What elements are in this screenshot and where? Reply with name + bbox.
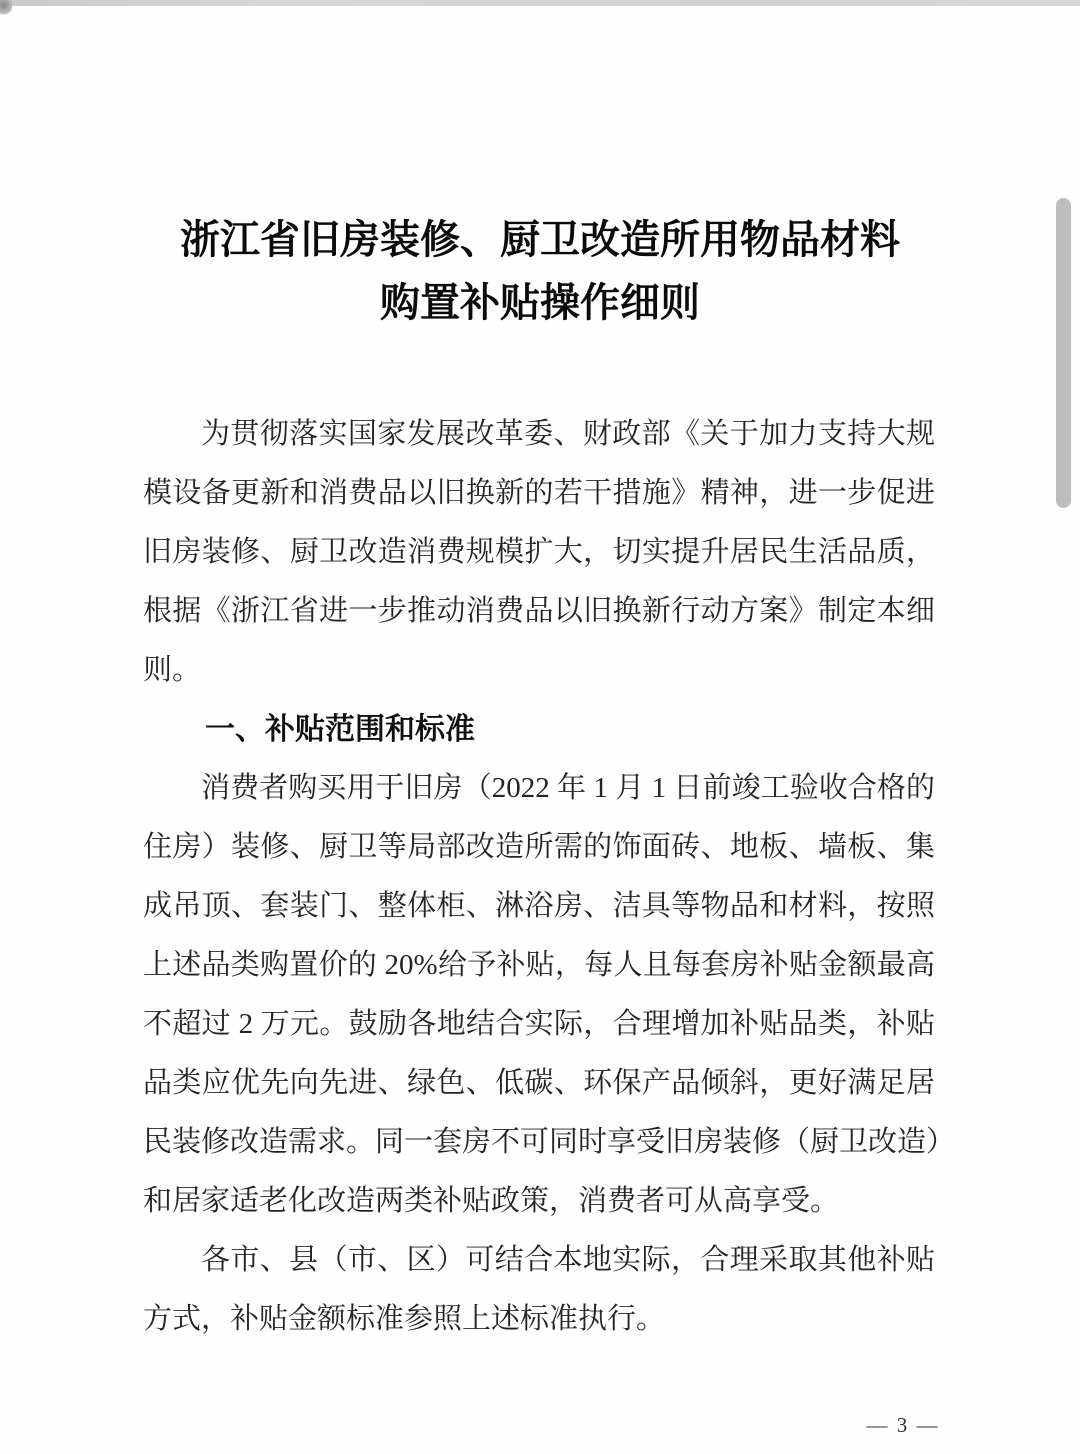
text-line: 旧房装修、厨卫改造消费规模扩大，切实提升居民生活品质， [143,536,935,568]
text-line: 品类应优先向先进、绿色、低碳、环保产品倾斜，更好满足居 [143,1067,935,1099]
paragraph [143,1231,935,1349]
page-number: — 3 — [866,1413,940,1437]
paragraph [143,405,935,700]
text-line: 消费者购买用于旧房（2022 年 1 月 1 日前竣工验收合格的 [201,772,935,804]
text-line: 民装修改造需求。同一套房不可同时享受旧房装修（厨卫改造） [143,1126,956,1158]
text-line: 不超过 2 万元。鼓励各地结合实际，合理增加补贴品类，补贴 [143,1008,935,1040]
document-title-line-1: 浙江省旧房装修、厨卫改造所用物品材料 [180,217,900,262]
document-body [143,405,956,1349]
paragraph [143,759,956,1231]
document-title [90,208,990,334]
scan-edge-strip [0,0,1080,6]
text-line: 各市、县（市、区）可结合本地实际，合理采取其他补贴 [201,1244,935,1276]
text-line: 住房）装修、厨卫等局部改造所需的饰面砖、地板、墙板、集 [143,831,935,863]
text-line: 和居家适老化改造两类补贴政策，消费者可从高享受。 [143,1185,840,1217]
document-title-line-2: 购置补贴操作细则 [380,280,700,325]
text-line: 为贯彻落实国家发展改革委、财政部《关于加力支持大规 [201,418,935,450]
text-line: 模设备更新和消费品以旧换新的若干措施》精神，进一步促进 [143,477,935,509]
text-line: 方式，补贴金额标准参照上述标准执行。 [143,1303,666,1335]
text-line: 根据《浙江省进一步推动消费品以旧换新行动方案》制定本细 [143,595,935,627]
scrollbar-thumb[interactable] [1056,198,1071,508]
scan-artifact-speck [0,0,12,15]
text-line: 成吊顶、套装门、整体柜、淋浴房、洁具等物品和材料，按照 [143,890,935,922]
section-heading: 一、补贴范围和标准 [205,713,475,746]
text-line: 上述品类购置价的 20%给予补贴，每人且每套房补贴金额最高 [143,949,935,981]
text-line: 则。 [143,654,202,686]
